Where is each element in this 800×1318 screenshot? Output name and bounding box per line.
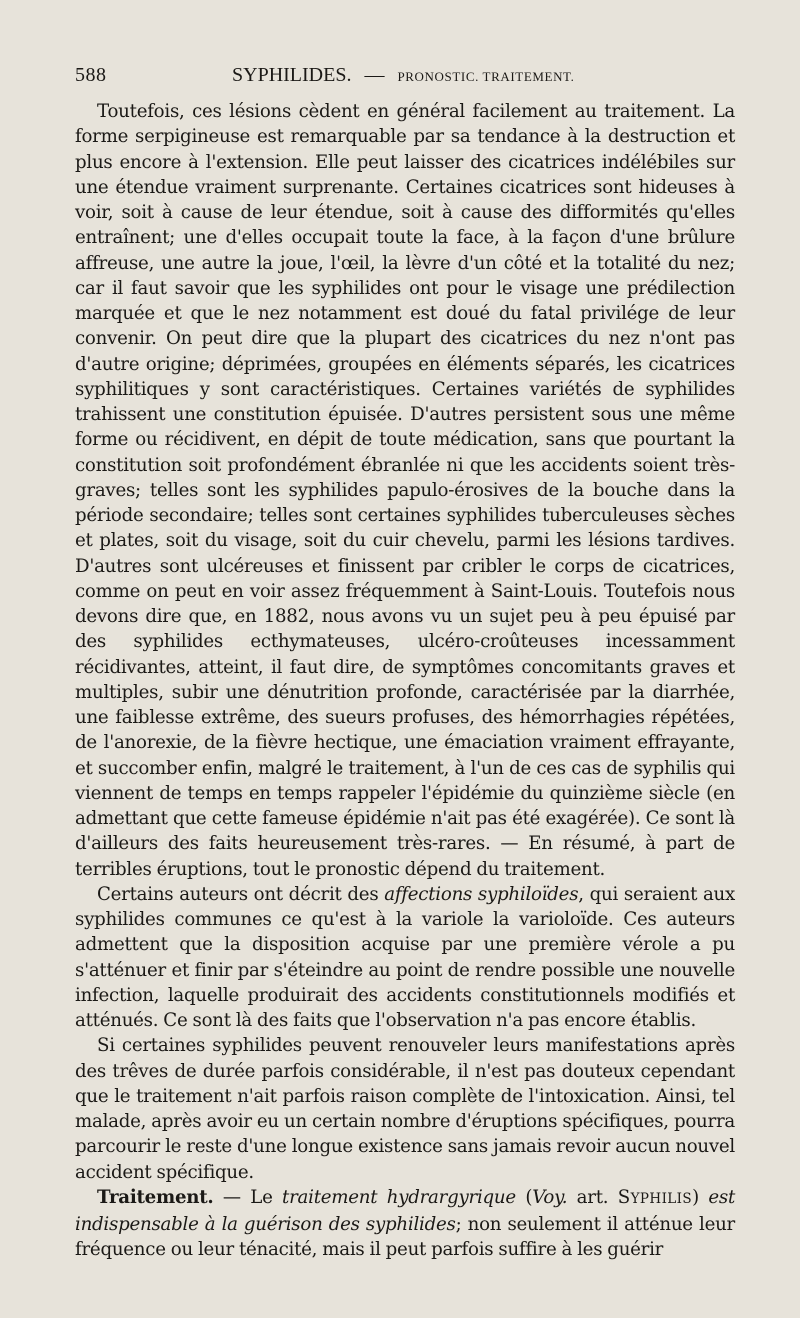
- paragraph-treatment: [75, 1185, 735, 1263]
- running-head: [232, 64, 574, 87]
- treatment-dash: — Le: [213, 1186, 283, 1208]
- treatment-paren-open: (: [515, 1186, 533, 1208]
- page-number: 588: [75, 64, 107, 86]
- treatment-cross-reference: SYPHILIS: [617, 1186, 693, 1208]
- running-head-dash: —: [364, 64, 385, 86]
- treatment-paren-close: ): [692, 1186, 709, 1208]
- running-head-title: SYPHILIDES.: [232, 64, 352, 86]
- paragraph-relapse: Si certaines syphilides peuvent renouveler leurs manifestations après des trêves de durée parfois considérable, il n'est pas douteux cependant que le traitement n'ait parfois raison complète de l'intoxication. Ainsi, tel malade, après avoir eu un certain nombre d'éruptions spécifiques, pourra parcourir le reste d'une longue existence sans jamais revoir aucun nouvel accident spécifique.: [75, 1035, 735, 1183]
- treatment-indispensable: est indispensable à la guérison des syphilides: [75, 1186, 735, 1235]
- treatment-voy: Voy.: [532, 1186, 568, 1208]
- paragraph-syphiloid-affections: [75, 882, 735, 1034]
- page-header: [75, 62, 735, 88]
- treatment-continuation: ; non seulement il atténue leur fréquence ou leur ténacité, mais il peut parfois suffire à les guérir: [75, 1214, 735, 1261]
- paragraph-prognosis: Toutefois, ces lésions cèdent en général facilement au traitement. La forme serpigineuse est remarquable par sa tendance à la destruction et plus encore à l'extension. Elle peut laisser des cicatrices indélébiles sur une étendue vraiment surprenante. Certaines cicatrices sont hideuses à voir, soit à cause de leur étendue, soit à cause des difformités qu'elles entraînent; une d'elles occupait toute la face, à la façon d'une brûlure affreuse, une autre la joue, l'œil, la lèvre d'un côté et la totalité du nez; car il faut savoir que les syphilides ont pour le visage une prédilection marquée et que le nez notamment est doué du fatal privilége de leur convenir. On peut dire que la plupart des cicatrices du nez n'ont pas d'autre origine; déprimées, groupées en éléments séparés, les cicatrices syphilitiques y sont caractéristiques. Certaines variétés de syphilides trahissent une constitution épuisée. D'autres persistent sous une même forme ou récidivent, en dépit de toute médication, sans que pourtant la constitution soit profondément ébranlée ni que les accidents soient très-graves; telles sont les syphilides papulo-érosives de la bouche dans la période secondaire; telles sont certaines syphilides tuberculeuses sèches et plates, soit du visage, soit du cuir chevelu, parmi les lésions tardives. D'autres sont ulcéreuses et finissent par cribler le corps de cicatrices, comme on peut en voir assez fréquemment à Saint-Louis. Toutefois nous devons dire que, en 1882, nous avons vu un sujet peu à peu épuisé par des syphilides ecthymateuses, ulcéro-croûteuses incessamment récidivantes, atteint, il faut dire, de symptômes concomitants graves et multiples, subir une dénutrition profonde, caractérisée par la diarrhée, une faiblesse extrême, des sueurs profuses, des hémorrhagies répétées, de l'anorexie, de la fièvre hectique, une émaciation vraiment effrayante, et succomber enfin, malgré le traitement, à l'un de ces cas de syphilis qui viennent de temps en temps rappeler l'épidémie du quinzième siècle (en admettant que cette fameuse épidémie n'ait pas été exagérée). Ce sont là d'ailleurs des faits heureusement très-rares. — En résumé, à part de terribles éruptions, tout le pronostic dépend du traitement.: [75, 101, 735, 880]
- treatment-mercurial-term: traitement hydrargyrique: [282, 1186, 516, 1208]
- paragraph-2-end: , qui seraient aux syphilides communes ce qu'est à la variole la varioloïde. Ces auteurs admettent que la disposition acquise par une première vérole a pu s'atténuer et finir par s'éteindre au point de rendre possible une nouvelle infection, laquelle produirait des accidents constitutionnels modifiés et atténués. Ce sont là des faits que l'observation n'a pas encore établis.: [75, 883, 736, 1031]
- treatment-art: art.: [567, 1186, 618, 1208]
- body-text: [75, 99, 735, 1263]
- affections-syphiloides-term: affections syphiloïdes: [384, 883, 579, 905]
- treatment-heading: Traitement.: [97, 1186, 214, 1208]
- paragraph-2-start: Certains auteurs ont décrit des: [97, 883, 385, 905]
- running-head-section: PRONOSTIC. TRAITEMENT.: [397, 69, 575, 84]
